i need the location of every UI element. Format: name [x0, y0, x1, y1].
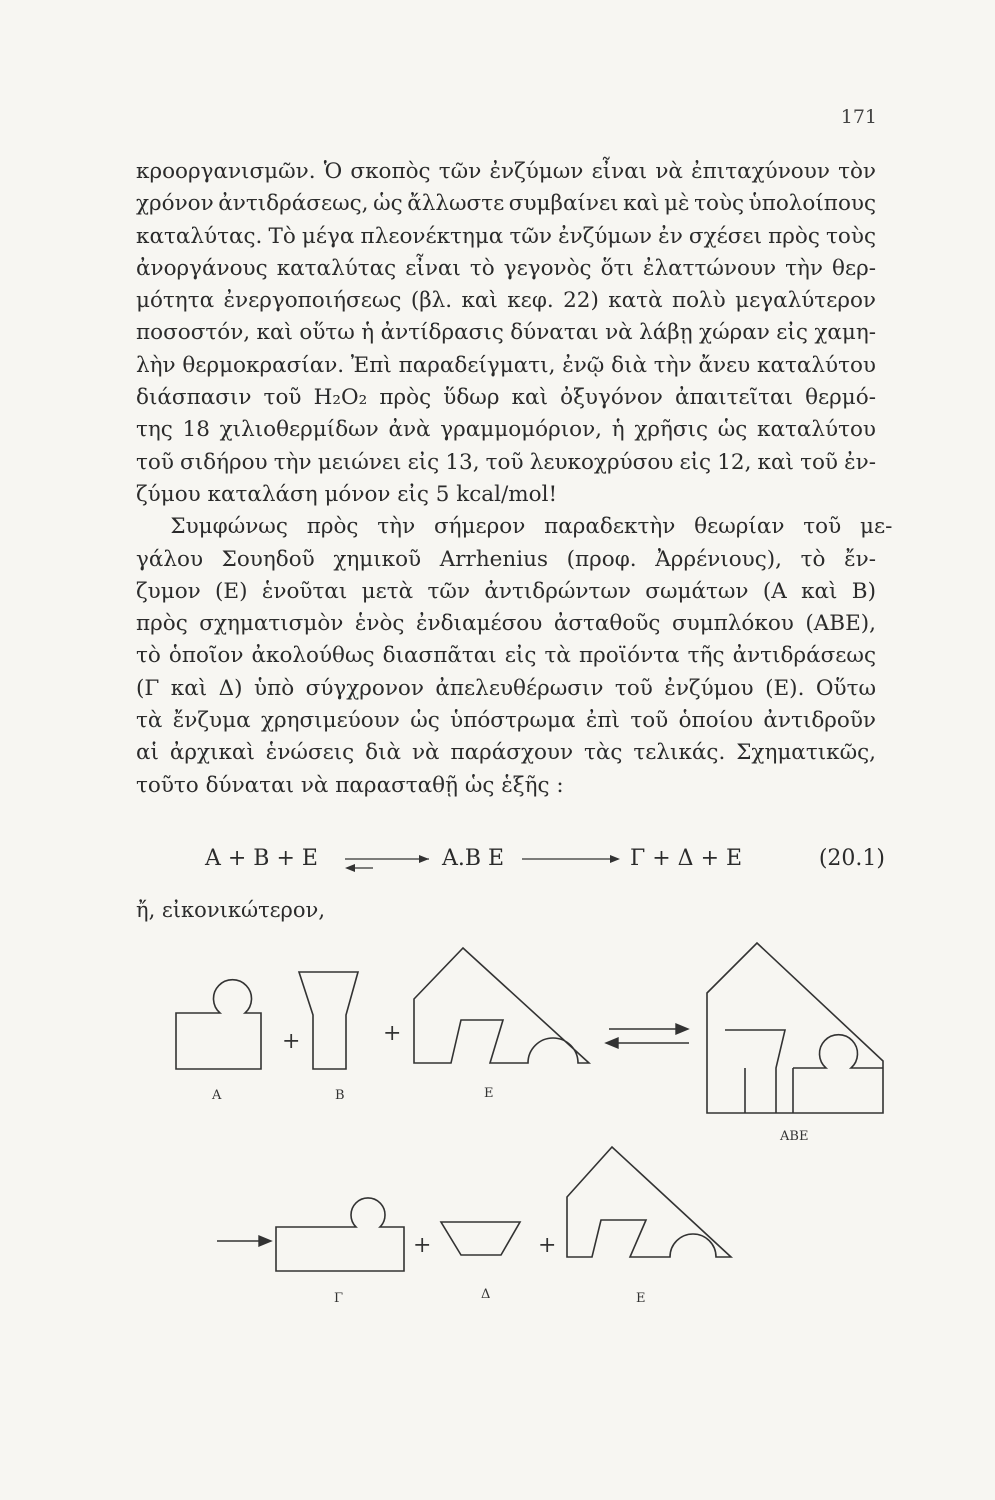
complex-abe-shape [707, 943, 883, 1113]
label-abe: ABE [780, 1129, 809, 1144]
enzyme-e-shape [414, 948, 589, 1063]
text-line: ποσοστόν, καὶ οὕτω ἡ ἀντίδρασις δύναται νὰ λάβῃ χώραν εἰς χαμη- [136, 320, 876, 346]
text-line: καταλύτας. Τὸ μέγα πλεονέκτημα τῶν ἐνζύμων ἐν σχέσει πρὸς τοὺς [136, 223, 876, 249]
equilibrium-arrows-icon [606, 1024, 689, 1048]
substrate-a-shape [176, 980, 261, 1069]
equation-lhs: Α + Β + Ε [205, 846, 318, 871]
complex-abe-inner-b [725, 1030, 785, 1113]
text-line: ζύμου καταλάση μόνον εἰς 5 kcal/mol! [136, 481, 558, 507]
product-d-shape [441, 1222, 520, 1255]
text-line: γάλου Σουηδοῦ χημικοῦ Arrhenius (προφ. Ἀρρένιους), τὸ ἔν- [136, 546, 876, 572]
enzyme-e2-shape [567, 1147, 731, 1257]
text-line: χρόνον ἀντιδράσεως, ὡς ἄλλωστε συμβαίνει καὶ μὲ τοὺς ὑπολοίπους [136, 191, 876, 217]
text-line: αἱ ἀρχικαὶ ἑνώσεις διὰ νὰ παράσχουν τὰς τελικάς. Σχηματικῶς, [136, 740, 876, 766]
text-line: τοῦ σιδήρου τὴν μειώνει εἰς 13, τοῦ λευκοχρύσου εἰς 12, καὶ τοῦ ἐν- [136, 449, 876, 475]
text-line: Συμφώνως πρὸς τὴν σήμερον παραδεκτὴν θεωρίαν τοῦ με- [170, 514, 893, 540]
text-line: ζυμον (Ε) ἑνοῦται μετὰ τῶν ἀντιδρώντων σωμάτων (Α καὶ Β) [136, 578, 876, 604]
text-line: μότητα ἐνεργοποιήσεως (βλ. καὶ κεφ. 22) κατὰ πολὺ μεγαλύτερον [136, 288, 876, 314]
forward-arrow-icon [217, 1236, 271, 1246]
plus-sign: + [282, 1029, 301, 1054]
label-e2: E [636, 1291, 646, 1306]
text-line: τὰ ἔνζυμα χρησιμεύουν ὡς ὑπόστρωμα ἐπὶ τοῦ ὁποίου ἀντιδροῦν [136, 708, 876, 734]
text-line: (Γ καὶ Δ) ὑπὸ σύγχρονον ἀπελευθέρωσιν τοῦ ἐνζύμου (Ε). Οὕτω [136, 675, 876, 701]
complex-abe-inner-a [793, 1035, 883, 1068]
equation-intermediate: Α.Β Ε [442, 846, 505, 871]
text-line: ἀνοργάνους καταλύτας εἶναι τὸ γεγονὸς ὅτι ἐλαττώνουν τὴν θερ- [136, 255, 876, 281]
text-line: διάσπασιν τοῦ H₂O₂ πρὸς ὕδωρ καὶ ὀξυγόνον ἀπαιτεῖται θερμό- [136, 385, 876, 411]
text-line: κροοργανισμῶν. Ὁ σκοπὸς τῶν ἐνζύμων εἶναι νὰ ἐπιταχύνουν τὸν [136, 159, 876, 184]
pictorial-intro: ἤ, εἰκονικώτερον, [136, 898, 325, 922]
plus-sign: + [413, 1233, 432, 1258]
label-d: Δ [481, 1287, 491, 1302]
substrate-b-shape [299, 972, 358, 1069]
label-b: B [335, 1088, 345, 1103]
text-line: πρὸς σχηματισμὸν ἑνὸς ἐνδιαμέσου ἀσταθοῦς συμπλόκου (ΑΒΕ), [136, 611, 876, 637]
label-a: A [212, 1088, 222, 1103]
plus-sign: + [383, 1021, 402, 1046]
label-e: E [484, 1086, 494, 1101]
equation-number: (20.1) [818, 846, 885, 871]
text-line: τοῦτο δύναται νὰ παρασταθῇ ὡς ἑξῆς : [136, 772, 564, 798]
page-number: 171 [840, 106, 877, 128]
equation-rhs: Γ + Δ + Ε [630, 846, 743, 871]
label-g: Γ [334, 1291, 344, 1306]
product-g-shape [276, 1198, 404, 1271]
text-line: τὸ ὁποῖον ἀκολούθως διασπᾶται εἰς τὰ προϊόντα τῆς ἀντιδράσεως [136, 643, 876, 669]
text-line: λὴν θερμοκρασίαν. Ἐπὶ παραδείγματι, ἐνῷ διὰ τὴν ἄνευ καταλύτου [136, 352, 876, 378]
text-line: της 18 χιλιοθερμίδων ἀνὰ γραμμομόριον, ἡ χρῆσις ὡς καταλύτου [136, 417, 876, 443]
plus-sign: + [538, 1233, 557, 1258]
